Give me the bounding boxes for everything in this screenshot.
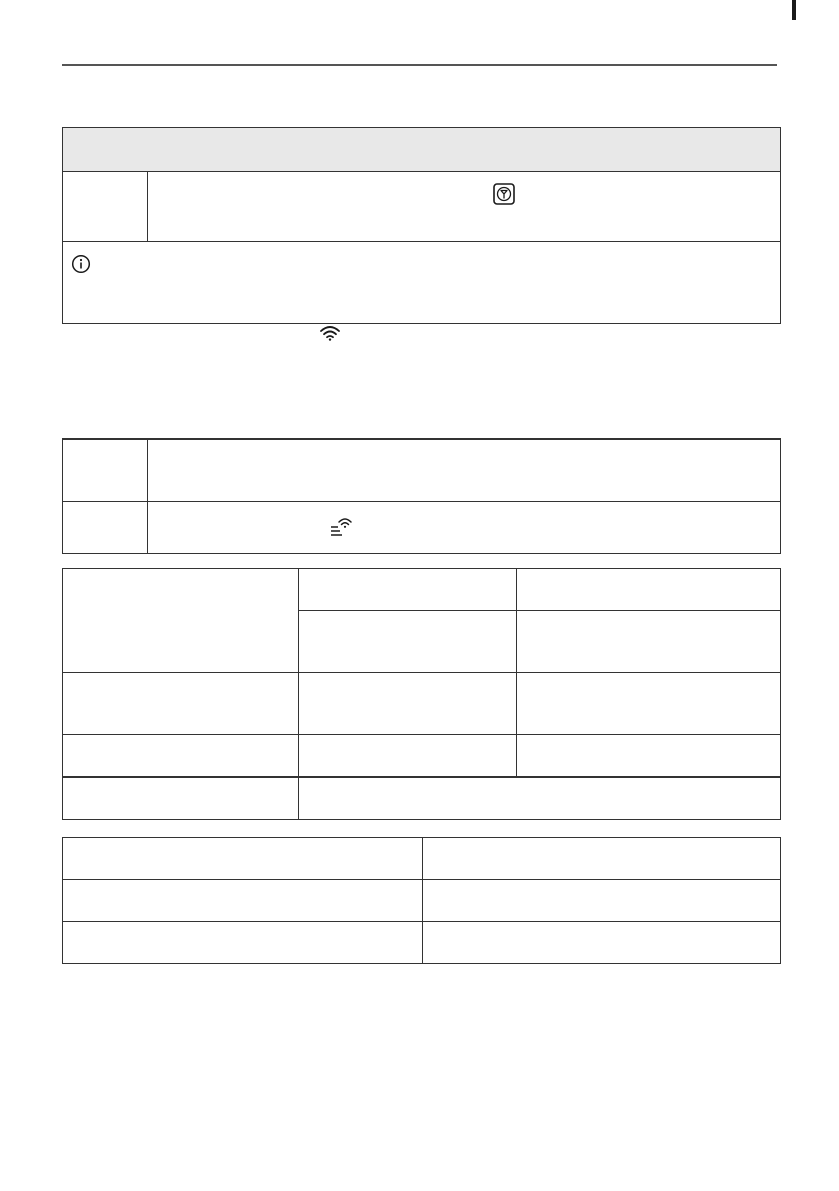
- steps-table: [62, 438, 781, 554]
- spec-cell: [517, 569, 781, 611]
- spec-row-label: [63, 569, 299, 673]
- spec-cell: [299, 569, 517, 611]
- table-cell: [423, 880, 781, 922]
- table-cell: [63, 922, 423, 964]
- step-number: [63, 502, 148, 554]
- procedure-table-header: [63, 128, 781, 172]
- note-cell: [63, 242, 781, 324]
- step-number: [63, 172, 148, 242]
- wifi-icon: [319, 325, 341, 344]
- step-cell: [148, 172, 781, 242]
- spec-cell: [517, 611, 781, 673]
- spec-row-label: [63, 735, 299, 778]
- table-cell: [63, 838, 423, 880]
- page-edge-mark: [792, 0, 796, 20]
- step-cell: [148, 502, 781, 554]
- table-cell: [63, 880, 423, 922]
- wireless-signal-lines-icon: [329, 514, 353, 541]
- procedure-table: [62, 127, 781, 324]
- info-circle-icon: [71, 254, 91, 277]
- wifi-instruction-line: [62, 323, 781, 343]
- table-cell: [423, 838, 781, 880]
- fan-in-square-icon: [493, 183, 515, 208]
- spec-cell: [299, 735, 517, 778]
- spec-cell: [517, 735, 781, 778]
- spec-table: [62, 568, 781, 820]
- spec-cell: [299, 611, 517, 673]
- step-text: [148, 439, 781, 502]
- spec-cell: [299, 777, 781, 820]
- two-column-table: [62, 837, 781, 964]
- spec-cell: [517, 673, 781, 735]
- spec-row-label: [63, 673, 299, 735]
- step-number: [63, 439, 148, 502]
- table-cell: [423, 922, 781, 964]
- header-rule: [62, 64, 777, 66]
- spec-row-label: [63, 777, 299, 820]
- spec-cell: [299, 673, 517, 735]
